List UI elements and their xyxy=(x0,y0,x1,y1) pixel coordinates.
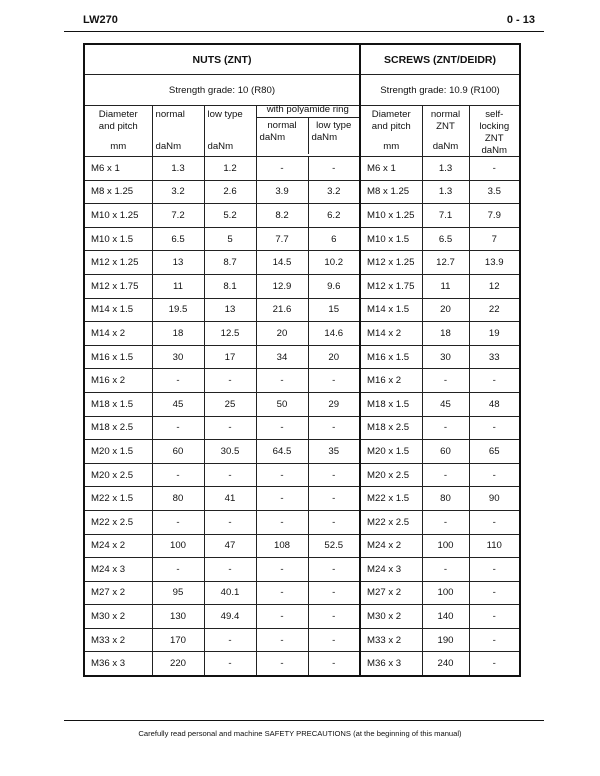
screw-self-locking-cell: 48 xyxy=(469,392,520,416)
nut-poly-low-cell: 14.6 xyxy=(308,322,360,346)
nut-poly-low-cell: - xyxy=(308,605,360,629)
screw-self-locking-cell: 3.5 xyxy=(469,180,520,204)
nut-low-type-cell: 17 xyxy=(204,345,256,369)
nut-low-type-cell: - xyxy=(204,416,256,440)
screw-self-locking-cell: - xyxy=(469,463,520,487)
screws-col-diameter: Diameter and pitch mm xyxy=(360,106,422,157)
screws-col-self-locking: self-locking ZNT daNm xyxy=(469,106,520,157)
screw-normal-cell: 60 xyxy=(422,440,469,464)
table-row xyxy=(84,251,520,275)
screw-diameter-cell: M20 x 1.5 xyxy=(360,440,422,464)
nut-poly-normal-cell: 14.5 xyxy=(256,251,308,275)
screw-normal-cell: 30 xyxy=(422,345,469,369)
nuts-col-polyamide xyxy=(256,103,360,157)
nut-low-type-cell: 12.5 xyxy=(204,322,256,346)
nut-poly-low-cell: 6 xyxy=(308,227,360,251)
screws-strength-grade: Strength grade: 10.9 (R100) xyxy=(360,75,520,106)
screw-self-locking-cell: - xyxy=(469,652,520,676)
nut-diameter-cell: M14 x 2 xyxy=(84,322,152,346)
poly-normal-heading: normal daNm xyxy=(257,118,309,154)
screw-normal-cell: 18 xyxy=(422,322,469,346)
nut-normal-cell: - xyxy=(152,510,204,534)
screw-diameter-cell: M33 x 2 xyxy=(360,628,422,652)
screw-self-locking-cell: - xyxy=(469,369,520,393)
screw-diameter-cell: M12 x 1.75 xyxy=(360,274,422,298)
document-model: LW270 xyxy=(83,14,118,26)
nut-low-type-cell: 25 xyxy=(204,392,256,416)
nuts-strength-grade: Strength grade: 10 (R80) xyxy=(84,75,360,106)
screw-diameter-cell: M22 x 2.5 xyxy=(360,510,422,534)
screw-diameter-cell: M12 x 1.25 xyxy=(360,251,422,275)
nut-normal-cell: 13 xyxy=(152,251,204,275)
nut-low-type-cell: 1.2 xyxy=(204,157,256,181)
torque-table xyxy=(83,43,521,677)
nut-poly-normal-cell: 50 xyxy=(256,392,308,416)
table-row xyxy=(84,440,520,464)
nut-poly-low-cell: - xyxy=(308,581,360,605)
table-row xyxy=(84,463,520,487)
nut-poly-low-cell: - xyxy=(308,463,360,487)
nut-poly-low-cell: 6.2 xyxy=(308,204,360,228)
table-row xyxy=(84,204,520,228)
nut-normal-cell: 130 xyxy=(152,605,204,629)
nut-low-type-cell: - xyxy=(204,510,256,534)
nut-poly-normal-cell: - xyxy=(256,652,308,676)
nut-low-type-cell: 30.5 xyxy=(204,440,256,464)
table-row xyxy=(84,416,520,440)
nut-low-type-cell: 49.4 xyxy=(204,605,256,629)
nut-poly-low-cell: - xyxy=(308,652,360,676)
screw-normal-cell: 7.1 xyxy=(422,204,469,228)
nut-poly-low-cell: 20 xyxy=(308,345,360,369)
screw-normal-cell: 140 xyxy=(422,605,469,629)
screw-self-locking-cell: 7.9 xyxy=(469,204,520,228)
nut-normal-cell: 30 xyxy=(152,345,204,369)
nut-poly-normal-cell: 8.2 xyxy=(256,204,308,228)
nut-low-type-cell: 13 xyxy=(204,298,256,322)
nut-diameter-cell: M36 x 3 xyxy=(84,652,152,676)
screw-self-locking-cell: 22 xyxy=(469,298,520,322)
poly-low-heading: low type daNm xyxy=(311,119,352,143)
screw-diameter-cell: M30 x 2 xyxy=(360,605,422,629)
nut-diameter-cell: M8 x 1.25 xyxy=(84,180,152,204)
table-row xyxy=(84,628,520,652)
nut-diameter-cell: M16 x 1.5 xyxy=(84,345,152,369)
table-row xyxy=(84,534,520,558)
screw-normal-cell: 6.5 xyxy=(422,227,469,251)
nut-low-type-cell: - xyxy=(204,463,256,487)
nut-poly-normal-cell: 64.5 xyxy=(256,440,308,464)
nut-diameter-cell: M10 x 1.25 xyxy=(84,204,152,228)
nut-normal-cell: 7.2 xyxy=(152,204,204,228)
screw-normal-cell: 100 xyxy=(422,581,469,605)
nut-poly-normal-cell: - xyxy=(256,558,308,582)
table-row xyxy=(84,605,520,629)
nut-low-type-cell: 8.1 xyxy=(204,274,256,298)
nut-poly-normal-cell: 3.9 xyxy=(256,180,308,204)
nut-poly-low-cell: 9.6 xyxy=(308,274,360,298)
nuts-col-diameter: Diameter and pitch mm xyxy=(84,106,152,157)
nut-poly-low-cell: - xyxy=(308,369,360,393)
nut-poly-normal-cell: 108 xyxy=(256,534,308,558)
table-row xyxy=(84,157,520,181)
nut-diameter-cell: M30 x 2 xyxy=(84,605,152,629)
table-row xyxy=(84,274,520,298)
nuts-col-low-type: low type daNm xyxy=(204,106,256,157)
nut-poly-normal-cell: - xyxy=(256,487,308,511)
screw-self-locking-cell: 33 xyxy=(469,345,520,369)
nut-normal-cell: 18 xyxy=(152,322,204,346)
nut-normal-cell: 6.5 xyxy=(152,227,204,251)
footer-note: Carefully read personal and machine SAFETY PRECAUTIONS (at the beginning of this manual) xyxy=(138,729,462,738)
nut-low-type-cell: - xyxy=(204,652,256,676)
nut-low-type-cell: 40.1 xyxy=(204,581,256,605)
table-row xyxy=(84,487,520,511)
nut-diameter-cell: M22 x 1.5 xyxy=(84,487,152,511)
screw-self-locking-cell: - xyxy=(469,416,520,440)
table-row xyxy=(84,345,520,369)
screw-self-locking-cell: - xyxy=(469,628,520,652)
nut-diameter-cell: M12 x 1.25 xyxy=(84,251,152,275)
nut-normal-cell: 1.3 xyxy=(152,157,204,181)
screw-normal-cell: - xyxy=(422,558,469,582)
nut-poly-normal-cell: - xyxy=(256,157,308,181)
screw-self-locking-cell: 110 xyxy=(469,534,520,558)
nut-poly-low-cell: 15 xyxy=(308,298,360,322)
screw-normal-cell: 45 xyxy=(422,392,469,416)
nut-poly-low-cell: - xyxy=(308,628,360,652)
nut-poly-low-cell: 52.5 xyxy=(308,534,360,558)
table-row xyxy=(84,322,520,346)
nut-poly-normal-cell: 20 xyxy=(256,322,308,346)
nut-poly-normal-cell: - xyxy=(256,463,308,487)
nut-normal-cell: 3.2 xyxy=(152,180,204,204)
table-row xyxy=(84,392,520,416)
nut-poly-low-cell: 29 xyxy=(308,392,360,416)
nut-normal-cell: - xyxy=(152,463,204,487)
screw-diameter-cell: M14 x 2 xyxy=(360,322,422,346)
screw-diameter-cell: M24 x 3 xyxy=(360,558,422,582)
nut-low-type-cell: 47 xyxy=(204,534,256,558)
table-row xyxy=(84,298,520,322)
screw-normal-cell: 240 xyxy=(422,652,469,676)
screw-self-locking-cell: 90 xyxy=(469,487,520,511)
screw-diameter-cell: M16 x 2 xyxy=(360,369,422,393)
table-row xyxy=(84,180,520,204)
nuts-col-normal: normal daNm xyxy=(152,106,204,157)
screw-normal-cell: 100 xyxy=(422,534,469,558)
table-row xyxy=(84,581,520,605)
screw-self-locking-cell: - xyxy=(469,510,520,534)
nut-low-type-cell: 5 xyxy=(204,227,256,251)
nut-poly-low-cell: - xyxy=(308,487,360,511)
screw-normal-cell: 12.7 xyxy=(422,251,469,275)
screw-diameter-cell: M8 x 1.25 xyxy=(360,180,422,204)
screw-diameter-cell: M18 x 1.5 xyxy=(360,392,422,416)
nut-poly-low-cell: 3.2 xyxy=(308,180,360,204)
screw-normal-cell: - xyxy=(422,463,469,487)
nut-diameter-cell: M20 x 1.5 xyxy=(84,440,152,464)
screw-self-locking-cell: - xyxy=(469,581,520,605)
screw-normal-cell: 11 xyxy=(422,274,469,298)
nut-poly-normal-cell: - xyxy=(256,628,308,652)
nut-poly-low-cell: 35 xyxy=(308,440,360,464)
screw-normal-cell: - xyxy=(422,369,469,393)
screw-self-locking-cell: 12 xyxy=(469,274,520,298)
nut-poly-low-cell: 10.2 xyxy=(308,251,360,275)
nut-poly-normal-cell: - xyxy=(256,581,308,605)
nut-poly-low-cell: - xyxy=(308,157,360,181)
screw-normal-cell: 190 xyxy=(422,628,469,652)
screw-diameter-cell: M22 x 1.5 xyxy=(360,487,422,511)
nut-low-type-cell: - xyxy=(204,369,256,393)
nut-poly-normal-cell: - xyxy=(256,510,308,534)
nut-normal-cell: - xyxy=(152,558,204,582)
screw-diameter-cell: M18 x 2.5 xyxy=(360,416,422,440)
nut-diameter-cell: M33 x 2 xyxy=(84,628,152,652)
screw-normal-cell: - xyxy=(422,510,469,534)
screw-diameter-cell: M14 x 1.5 xyxy=(360,298,422,322)
nut-diameter-cell: M27 x 2 xyxy=(84,581,152,605)
table-row xyxy=(84,369,520,393)
nut-normal-cell: 11 xyxy=(152,274,204,298)
screw-self-locking-cell: 13.9 xyxy=(469,251,520,275)
nut-normal-cell: - xyxy=(152,416,204,440)
table-row xyxy=(84,652,520,676)
nut-low-type-cell: 5.2 xyxy=(204,204,256,228)
table-row xyxy=(84,510,520,534)
nut-normal-cell: 45 xyxy=(152,392,204,416)
nut-diameter-cell: M6 x 1 xyxy=(84,157,152,181)
nut-poly-low-cell: - xyxy=(308,510,360,534)
screw-self-locking-cell: - xyxy=(469,558,520,582)
nut-diameter-cell: M18 x 1.5 xyxy=(84,392,152,416)
nut-diameter-cell: M24 x 2 xyxy=(84,534,152,558)
footer-divider xyxy=(64,720,544,721)
nut-low-type-cell: 2.6 xyxy=(204,180,256,204)
nut-poly-low-cell: - xyxy=(308,416,360,440)
screw-diameter-cell: M16 x 1.5 xyxy=(360,345,422,369)
polyamide-ring-heading: with polyamide ring xyxy=(257,103,360,118)
nut-low-type-cell: - xyxy=(204,628,256,652)
screw-normal-cell: - xyxy=(422,416,469,440)
nut-low-type-cell: 8.7 xyxy=(204,251,256,275)
screw-self-locking-cell: - xyxy=(469,605,520,629)
screw-diameter-cell: M36 x 3 xyxy=(360,652,422,676)
screw-diameter-cell: M6 x 1 xyxy=(360,157,422,181)
page-number: 0 - 13 xyxy=(506,14,535,26)
screw-normal-cell: 20 xyxy=(422,298,469,322)
nut-poly-normal-cell: 21.6 xyxy=(256,298,308,322)
nut-poly-normal-cell: - xyxy=(256,416,308,440)
nut-normal-cell: 170 xyxy=(152,628,204,652)
nut-low-type-cell: - xyxy=(204,558,256,582)
nut-normal-cell: - xyxy=(152,369,204,393)
nut-diameter-cell: M10 x 1.5 xyxy=(84,227,152,251)
screw-diameter-cell: M24 x 2 xyxy=(360,534,422,558)
nut-diameter-cell: M16 x 2 xyxy=(84,369,152,393)
nut-diameter-cell: M20 x 2.5 xyxy=(84,463,152,487)
nut-diameter-cell: M18 x 2.5 xyxy=(84,416,152,440)
nut-normal-cell: 95 xyxy=(152,581,204,605)
screw-diameter-cell: M20 x 2.5 xyxy=(360,463,422,487)
header-divider xyxy=(64,31,544,32)
nut-diameter-cell: M24 x 3 xyxy=(84,558,152,582)
nut-diameter-cell: M22 x 2.5 xyxy=(84,510,152,534)
screw-diameter-cell: M10 x 1.5 xyxy=(360,227,422,251)
nut-diameter-cell: M12 x 1.75 xyxy=(84,274,152,298)
screw-self-locking-cell: 65 xyxy=(469,440,520,464)
screw-self-locking-cell: 19 xyxy=(469,322,520,346)
table-row xyxy=(84,558,520,582)
nut-diameter-cell: M14 x 1.5 xyxy=(84,298,152,322)
nut-poly-normal-cell: 7.7 xyxy=(256,227,308,251)
screw-normal-cell: 1.3 xyxy=(422,157,469,181)
nut-poly-normal-cell: - xyxy=(256,605,308,629)
nut-normal-cell: 80 xyxy=(152,487,204,511)
nut-poly-normal-cell: 12.9 xyxy=(256,274,308,298)
screw-normal-cell: 80 xyxy=(422,487,469,511)
nut-poly-low-cell: - xyxy=(308,558,360,582)
screw-diameter-cell: M10 x 1.25 xyxy=(360,204,422,228)
screw-normal-cell: 1.3 xyxy=(422,180,469,204)
nut-normal-cell: 60 xyxy=(152,440,204,464)
screws-title: SCREWS (ZNT/DEIDR) xyxy=(360,44,520,75)
table-row xyxy=(84,227,520,251)
nut-normal-cell: 100 xyxy=(152,534,204,558)
nut-normal-cell: 220 xyxy=(152,652,204,676)
nut-poly-normal-cell: 34 xyxy=(256,345,308,369)
screw-self-locking-cell: - xyxy=(469,157,520,181)
nut-poly-normal-cell: - xyxy=(256,369,308,393)
nut-normal-cell: 19.5 xyxy=(152,298,204,322)
screw-diameter-cell: M27 x 2 xyxy=(360,581,422,605)
screw-self-locking-cell: 7 xyxy=(469,227,520,251)
nut-low-type-cell: 41 xyxy=(204,487,256,511)
nuts-title: NUTS (ZNT) xyxy=(84,44,360,75)
screws-col-normal: normal ZNT daNm xyxy=(422,106,469,157)
